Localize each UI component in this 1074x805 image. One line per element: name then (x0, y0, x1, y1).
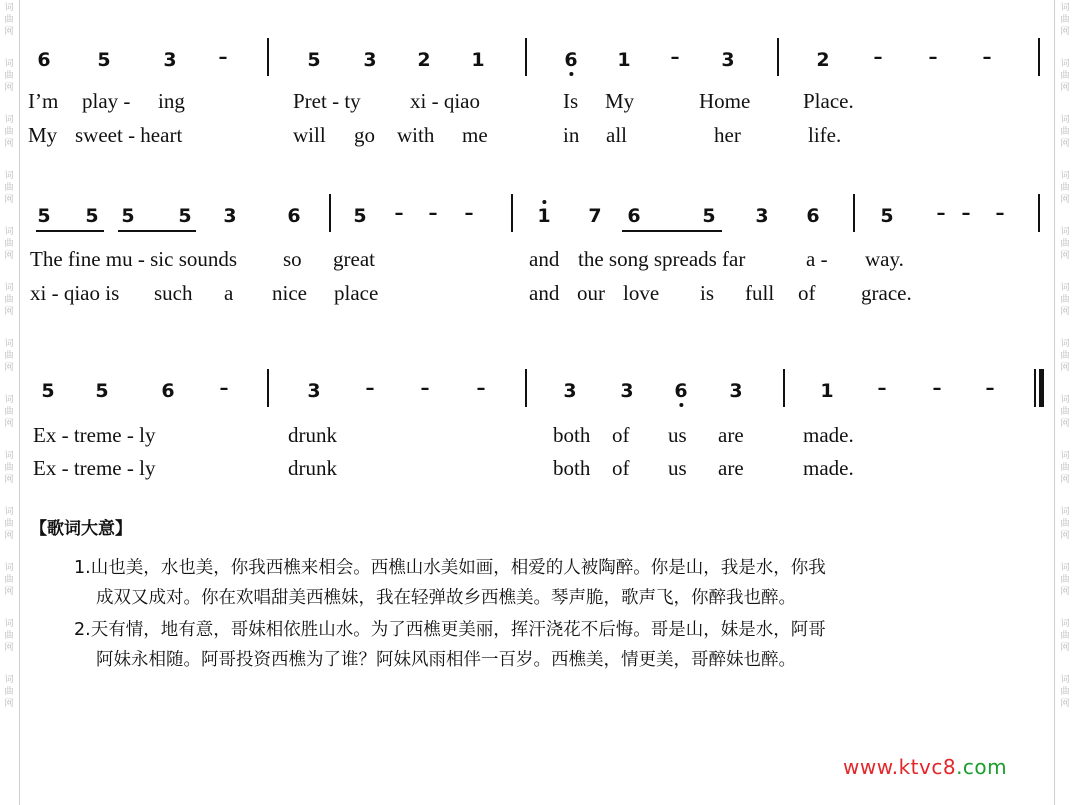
side-mark-group (4, 618, 13, 654)
eighth-underline (36, 230, 104, 232)
side-mark-group (1060, 562, 1069, 598)
hold-dash: – (394, 203, 404, 224)
lyric-word: nice (272, 281, 307, 305)
side-mark-char: 词 (1060, 395, 1070, 405)
side-mark-group (4, 58, 13, 94)
side-mark-char: 网 (4, 195, 14, 205)
side-mark-char: 网 (1060, 475, 1070, 485)
jianpu-note (85, 206, 98, 226)
lyric-word: both (553, 423, 591, 447)
hold-dash: – (218, 47, 228, 68)
note-digit: 3 (223, 205, 237, 227)
side-mark-char: 网 (1060, 699, 1070, 709)
lyric-word: grace. (861, 281, 912, 305)
lyric-word: made. (803, 456, 854, 480)
site-watermark (843, 755, 1007, 779)
jianpu-note (353, 206, 366, 226)
note-digit: 6 (161, 380, 175, 402)
side-mark-char: 曲 (1060, 519, 1070, 529)
side-mark-group (4, 338, 13, 374)
side-mark-char: 网 (1060, 363, 1070, 373)
bar-line (1038, 194, 1040, 232)
side-mark-char: 曲 (4, 519, 14, 529)
note-digit: 5 (85, 205, 99, 227)
side-mark-char: 词 (1060, 59, 1070, 69)
side-mark-group (1060, 170, 1069, 206)
lyric-word: Ex - treme - ly (33, 456, 156, 480)
jianpu-note (702, 206, 715, 226)
side-mark-group (1060, 2, 1069, 38)
note-digit: 5 (178, 205, 192, 227)
meaning-p1-line1: 1.山也美，水也美，你我西樵来相会。西樵山水美如画，相爱的人被陶醉。你是山，我是水，你我 (74, 558, 826, 578)
side-mark-char: 曲 (4, 687, 14, 697)
lyric-word: My (605, 89, 635, 113)
jianpu-note (307, 381, 320, 401)
side-mark-char: 曲 (1060, 183, 1070, 193)
side-mark-group (1060, 226, 1069, 262)
side-mark-char: 词 (4, 619, 14, 629)
lyric-word: Is (563, 89, 579, 113)
side-mark-char: 词 (4, 507, 14, 517)
side-mark-char: 曲 (4, 295, 14, 305)
lyric-word: in (563, 123, 580, 147)
side-mark-char: 词 (1060, 451, 1070, 461)
lyric-word: all (606, 123, 627, 147)
hold-dash: – (873, 47, 883, 68)
side-mark-char: 词 (4, 59, 14, 69)
side-mark-char: 词 (1060, 171, 1070, 181)
lyric-word: drunk (288, 423, 337, 447)
side-mark-char: 词 (4, 115, 14, 125)
side-mark-char: 网 (4, 587, 14, 597)
jianpu-note (121, 206, 134, 226)
left-border-line (19, 0, 20, 805)
side-mark-char: 网 (1060, 587, 1070, 597)
side-mark-char: 曲 (1060, 295, 1070, 305)
jianpu-note (223, 206, 236, 226)
hold-dash: – (670, 47, 680, 68)
jianpu-note (627, 206, 640, 226)
hold-dash: – (932, 378, 942, 399)
lyric-word: a (224, 281, 234, 305)
jianpu-note (307, 50, 320, 70)
jianpu-note (95, 381, 108, 401)
lyric-word: great (333, 247, 375, 271)
side-mark-char: 网 (4, 531, 14, 541)
note-digit: 3 (563, 380, 577, 402)
side-mark-char: 网 (4, 27, 14, 37)
side-mark-char: 曲 (1060, 239, 1070, 249)
bar-line (525, 38, 527, 76)
lyric-word: her (714, 123, 741, 147)
side-mark-group (4, 506, 13, 542)
right-border-line (1054, 0, 1055, 805)
hold-dash: – (985, 378, 995, 399)
side-mark-char: 曲 (4, 71, 14, 81)
note-digit: 6 (287, 205, 301, 227)
side-mark-group (4, 450, 13, 486)
side-mark-char: 曲 (1060, 687, 1070, 697)
lyric-word: Home (699, 89, 751, 113)
note-digit: 6 (627, 205, 641, 227)
side-mark-group (4, 170, 13, 206)
hold-dash: – (928, 47, 938, 68)
lyric-word: go (354, 123, 375, 147)
lyric-word: ing (158, 89, 185, 113)
side-mark-char: 曲 (1060, 463, 1070, 473)
lyric-word: will (293, 123, 326, 147)
lyric-word: a - (806, 247, 828, 271)
hold-dash: – (995, 203, 1005, 224)
note-digit: 5 (121, 205, 135, 227)
jianpu-note (41, 381, 54, 401)
side-mark-char: 网 (1060, 307, 1070, 317)
note-digit: 3 (163, 49, 177, 71)
note-digit: 3 (620, 380, 634, 402)
side-mark-char: 网 (4, 251, 14, 261)
lyric-word: of (612, 423, 630, 447)
side-mark-char: 网 (1060, 139, 1070, 149)
side-mark-char: 网 (4, 643, 14, 653)
lyric-word: of (798, 281, 816, 305)
lyric-word: our (577, 281, 605, 305)
side-mark-group (1060, 114, 1069, 150)
left-watermark-strip (2, 0, 16, 805)
note-digit: 6 (674, 380, 688, 402)
double-bar-thick (1039, 369, 1044, 407)
lyric-word: sweet - heart (75, 123, 183, 147)
octave-dot (542, 200, 546, 204)
note-digit: 3 (729, 380, 743, 402)
meaning-p2-line2: 阿妹永相随。阿哥投资西樵为了谁？阿妹风雨相伴一百岁。西樵美，情更美，哥醉妹也醉。 (96, 650, 796, 670)
hold-dash: – (420, 378, 430, 399)
side-mark-char: 曲 (1060, 127, 1070, 137)
bar-line (511, 194, 513, 232)
right-watermark-strip (1058, 0, 1072, 805)
side-mark-group (1060, 674, 1069, 710)
watermark-name: ktvc8 (898, 755, 957, 779)
jianpu-note (880, 206, 893, 226)
bar-line (329, 194, 331, 232)
lyric-word: with (397, 123, 435, 147)
side-mark-group (1060, 338, 1069, 374)
double-bar-thin (1034, 369, 1036, 407)
side-mark-char: 网 (4, 307, 14, 317)
side-mark-char: 网 (4, 83, 14, 93)
jianpu-note (178, 206, 191, 226)
side-mark-char: 曲 (4, 127, 14, 137)
note-digit: 5 (702, 205, 716, 227)
watermark-www: www. (843, 755, 899, 779)
note-digit: 5 (97, 49, 111, 71)
lyric-word: me (462, 123, 488, 147)
bar-line (777, 38, 779, 76)
side-mark-char: 词 (4, 563, 14, 573)
side-mark-char: 网 (4, 419, 14, 429)
side-mark-group (1060, 506, 1069, 542)
lyric-word: made. (803, 423, 854, 447)
lyric-word: life. (808, 123, 842, 147)
hold-dash: – (961, 203, 971, 224)
lyric-word: xi - qiao is (30, 281, 120, 305)
lyric-word: so (283, 247, 302, 271)
lyric-word: full (745, 281, 775, 305)
jianpu-note (563, 381, 576, 401)
side-mark-char: 网 (1060, 27, 1070, 37)
lyric-word: play - (82, 89, 131, 113)
note-digit: 3 (307, 380, 321, 402)
side-mark-char: 网 (1060, 195, 1070, 205)
side-mark-char: 网 (4, 139, 14, 149)
side-mark-char: 网 (1060, 531, 1070, 541)
lyric-word: of (612, 456, 630, 480)
side-mark-char: 曲 (4, 407, 14, 417)
final-double-bar (1034, 369, 1046, 407)
side-mark-group (1060, 282, 1069, 318)
lyric-word: and (529, 281, 560, 305)
side-mark-char: 词 (4, 283, 14, 293)
jianpu-note (363, 50, 376, 70)
bar-line (267, 369, 269, 407)
lyric-word: xi - qiao (410, 89, 480, 113)
side-mark-char: 词 (1060, 283, 1070, 293)
hold-dash: – (365, 378, 375, 399)
note-digit: 1 (820, 380, 834, 402)
jianpu-note (564, 50, 577, 70)
jianpu-note (287, 206, 300, 226)
side-mark-char: 词 (4, 171, 14, 181)
side-mark-char: 网 (4, 699, 14, 709)
note-digit: 5 (880, 205, 894, 227)
lyric-word: way. (865, 247, 904, 271)
jianpu-note (820, 381, 833, 401)
side-mark-char: 词 (1060, 3, 1070, 13)
side-mark-char: 曲 (4, 463, 14, 473)
side-mark-char: 词 (1060, 227, 1070, 237)
lyric-word: the song spreads far (578, 247, 746, 271)
bar-line (783, 369, 785, 407)
hold-dash: – (877, 378, 887, 399)
bar-line (1038, 38, 1040, 76)
lyric-word: and (529, 247, 560, 271)
jianpu-note (617, 50, 630, 70)
side-mark-char: 网 (1060, 251, 1070, 261)
jianpu-note (471, 50, 484, 70)
side-mark-char: 曲 (1060, 631, 1070, 641)
lyric-word: The fine mu - sic sounds (30, 247, 238, 271)
eighth-underline (622, 230, 722, 232)
jianpu-note (721, 50, 734, 70)
side-mark-char: 曲 (4, 15, 14, 25)
hold-dash: – (428, 203, 438, 224)
side-mark-char: 网 (1060, 419, 1070, 429)
lyric-word: I’m (28, 89, 59, 113)
side-mark-char: 词 (1060, 115, 1070, 125)
jianpu-note (37, 50, 50, 70)
lyric-word: place (334, 281, 379, 305)
meaning-p2-line1: 2.天有情，地有意，哥妹相依胜山水。为了西樵更美丽，挥汗浇花不后悔。哥是山，妹是水，阿哥 (74, 620, 826, 640)
lyric-word: us (668, 456, 687, 480)
side-mark-char: 曲 (1060, 407, 1070, 417)
side-mark-char: 词 (4, 395, 14, 405)
side-mark-char: 词 (4, 451, 14, 461)
side-mark-group (1060, 58, 1069, 94)
note-digit: 2 (417, 49, 431, 71)
hold-dash: – (219, 378, 229, 399)
side-mark-char: 词 (4, 227, 14, 237)
jianpu-note (816, 50, 829, 70)
hold-dash: – (936, 203, 946, 224)
octave-dot (569, 72, 573, 76)
hold-dash: – (982, 47, 992, 68)
bar-line (853, 194, 855, 232)
side-mark-char: 词 (4, 675, 14, 685)
side-mark-char: 曲 (4, 183, 14, 193)
side-mark-char: 词 (1060, 563, 1070, 573)
note-digit: 5 (353, 205, 367, 227)
note-digit: 3 (363, 49, 377, 71)
lyric-word: is (700, 281, 715, 305)
hold-dash: – (464, 203, 474, 224)
meaning-p1-line2: 成双又成对。你在欢唱甜美西樵妹，我在轻弹故乡西樵美。琴声脆，歌声飞，你醉我也醉。 (96, 588, 796, 608)
note-digit: 2 (816, 49, 830, 71)
side-mark-char: 网 (4, 363, 14, 373)
jianpu-note (161, 381, 174, 401)
jianpu-note (163, 50, 176, 70)
side-mark-char: 曲 (4, 575, 14, 585)
side-mark-char: 词 (4, 339, 14, 349)
note-digit: 3 (755, 205, 769, 227)
note-digit: 3 (721, 49, 735, 71)
note-digit: 6 (564, 49, 578, 71)
eighth-underline (118, 230, 196, 232)
lyrics-meaning-title: 【歌词大意】 (30, 519, 132, 539)
lyric-word: both (553, 456, 591, 480)
meaning-paragraph-2 (74, 615, 1044, 675)
side-mark-char: 词 (1060, 507, 1070, 517)
note-digit: 5 (37, 205, 51, 227)
jianpu-note (37, 206, 50, 226)
side-mark-char: 曲 (4, 239, 14, 249)
side-mark-char: 曲 (4, 351, 14, 361)
side-mark-group (4, 562, 13, 598)
side-mark-group (1060, 394, 1069, 430)
jianpu-note (620, 381, 633, 401)
octave-dot (679, 403, 683, 407)
lyric-word: Place. (803, 89, 854, 113)
note-digit: 1 (471, 49, 485, 71)
side-mark-group (4, 394, 13, 430)
jianpu-note (755, 206, 768, 226)
side-mark-char: 词 (1060, 675, 1070, 685)
note-digit: 5 (95, 380, 109, 402)
side-mark-char: 网 (4, 475, 14, 485)
side-mark-group (1060, 618, 1069, 654)
note-digit: 6 (37, 49, 51, 71)
side-mark-char: 词 (1060, 339, 1070, 349)
side-mark-char: 词 (4, 3, 14, 13)
side-mark-char: 网 (1060, 643, 1070, 653)
jianpu-note (674, 381, 687, 401)
hold-dash: – (476, 378, 486, 399)
side-mark-char: 网 (1060, 83, 1070, 93)
note-digit: 1 (537, 205, 551, 227)
lyric-word: are (718, 456, 744, 480)
side-mark-group (4, 114, 13, 150)
side-mark-char: 曲 (1060, 351, 1070, 361)
note-digit: 1 (617, 49, 631, 71)
lyric-word: Pret - ty (293, 89, 361, 113)
side-mark-group (4, 282, 13, 318)
jianpu-note (588, 206, 601, 226)
lyric-word: are (718, 423, 744, 447)
lyric-word: My (28, 123, 58, 147)
watermark-tld: .com (956, 755, 1008, 779)
lyric-word: such (154, 281, 193, 305)
bar-line (267, 38, 269, 76)
lyric-word: drunk (288, 456, 337, 480)
side-mark-group (4, 2, 13, 38)
jianpu-note (537, 206, 550, 226)
side-mark-group (1060, 450, 1069, 486)
note-digit: 5 (307, 49, 321, 71)
lyric-word: Ex - treme - ly (33, 423, 156, 447)
jianpu-note (806, 206, 819, 226)
lyric-word: love (623, 281, 660, 305)
side-mark-char: 曲 (1060, 71, 1070, 81)
jianpu-note (729, 381, 742, 401)
side-mark-char: 词 (1060, 619, 1070, 629)
note-digit: 7 (588, 205, 602, 227)
bar-line (525, 369, 527, 407)
side-mark-char: 曲 (4, 631, 14, 641)
side-mark-char: 曲 (1060, 15, 1070, 25)
jianpu-note (417, 50, 430, 70)
note-digit: 6 (806, 205, 820, 227)
note-digit: 5 (41, 380, 55, 402)
side-mark-group (4, 674, 13, 710)
meaning-paragraph-1 (74, 553, 1044, 613)
lyric-word: us (668, 423, 687, 447)
jianpu-note (97, 50, 110, 70)
side-mark-group (4, 226, 13, 262)
side-mark-char: 曲 (1060, 575, 1070, 585)
